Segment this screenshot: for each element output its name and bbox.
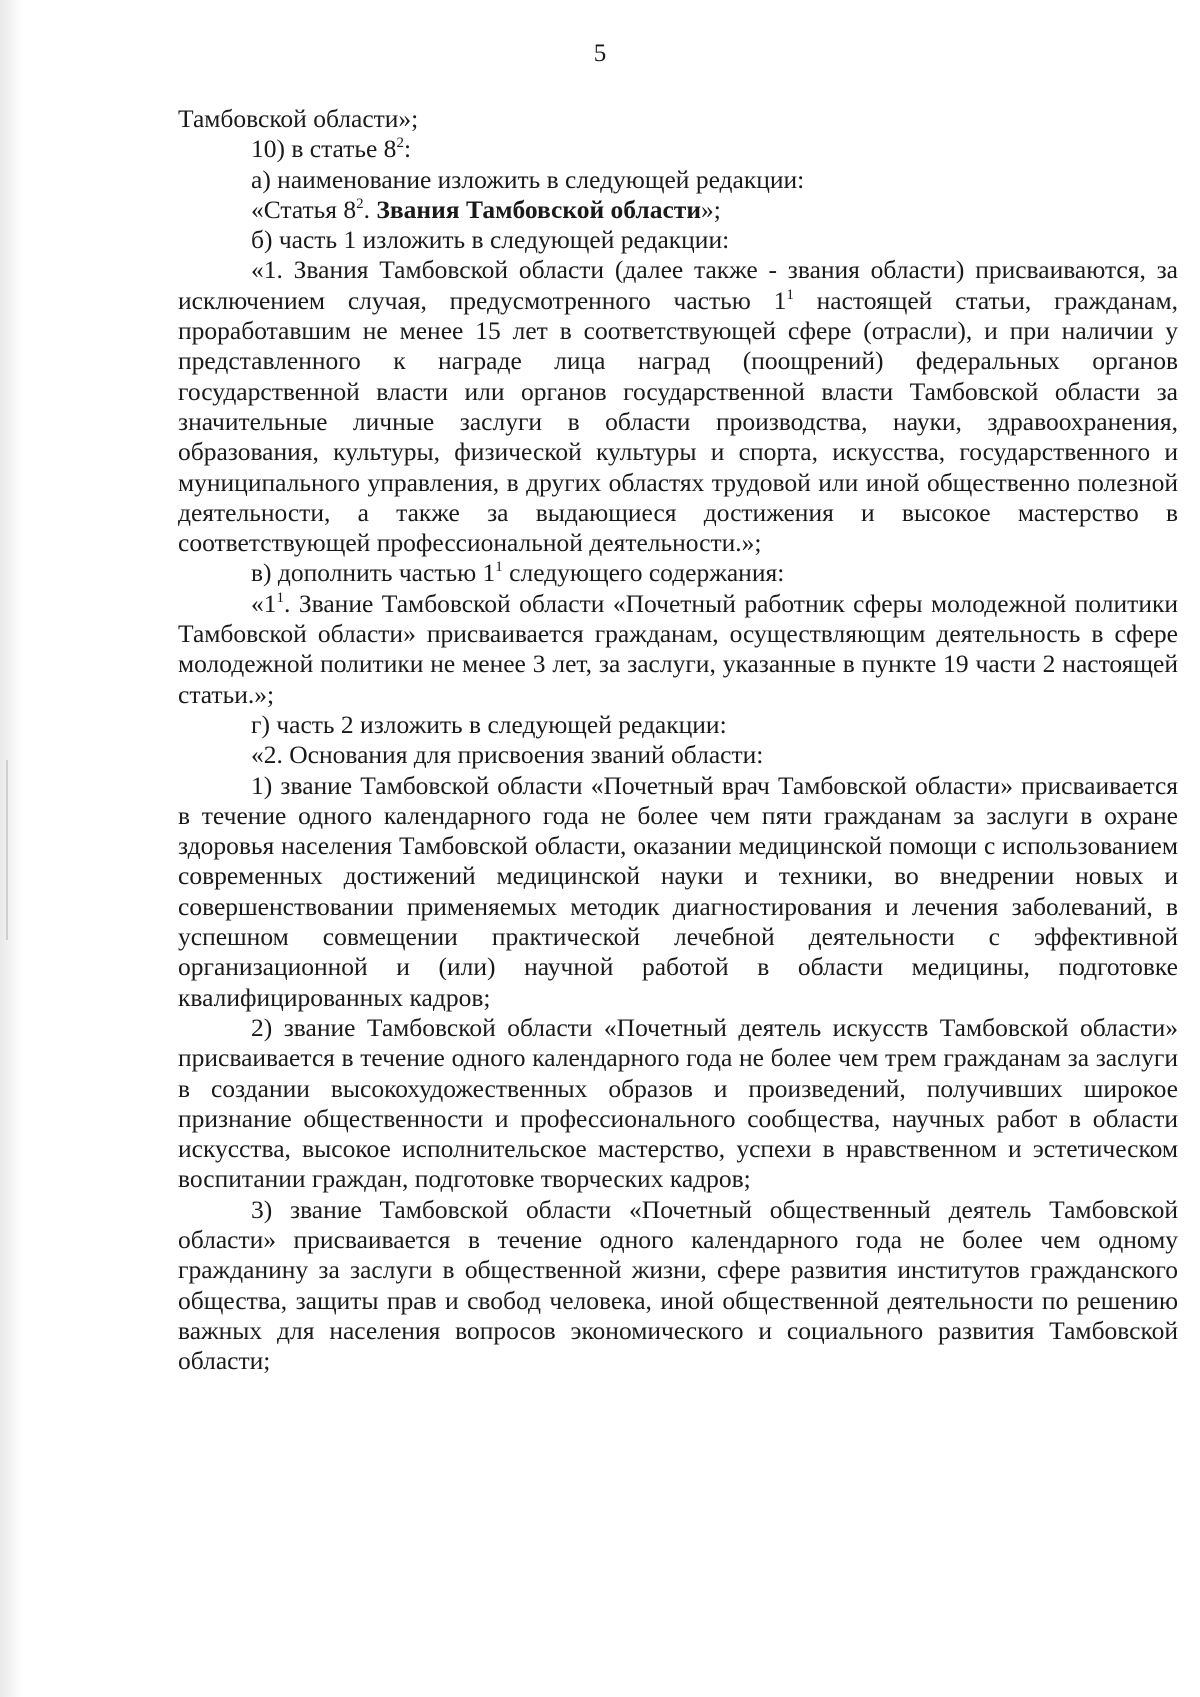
paragraph — [178, 134, 1178, 164]
superscript: 1 — [786, 286, 794, 303]
scan-edge — [0, 0, 22, 1697]
paragraph — [178, 1013, 1178, 1195]
text-run: «Статья 8 — [251, 194, 357, 224]
document-body — [178, 104, 1178, 1376]
paragraph — [178, 255, 1178, 558]
paragraph — [178, 558, 1178, 588]
scan-artifact — [6, 760, 8, 940]
paragraph — [178, 771, 1178, 1013]
text-run: «1 — [251, 588, 277, 618]
paragraph — [178, 740, 1178, 770]
paragraph — [178, 225, 1178, 255]
text-run: г) часть 2 изложить в следующей редакции: — [251, 709, 727, 739]
paragraph — [178, 104, 1178, 134]
text-run: . Звание Тамбовской области «Почетный работник сферы молодежной политики Тамбовской области» присваивается гражданам, осуществляющим деятельность в сфере молодежной политики не менее 3 лет, за заслуги, указанные в пункте 19 части 2 настоящей статьи.»; — [178, 588, 1178, 709]
text-run: а) наименование изложить в следующей редакции: — [251, 164, 805, 194]
text-run: в) дополнить частью 1 — [251, 558, 496, 588]
text-run: : — [403, 134, 412, 164]
text-run: 3) звание Тамбовской области «Почетный общественный деятель Тамбовской области» присваивается в течение одного календарного года не более чем одному гражданину за заслуги в общественной жизни, сфере развития институтов гражданского общества, защиты прав и свобод человека, иной общественной деятельности по решению важных для населения вопросов экономического и социального развития Тамбовской области; — [178, 1194, 1178, 1376]
text-run: Тамбовской области»; — [178, 104, 419, 133]
text-run: 2) звание Тамбовской области «Почетный деятель искусств Тамбовской области» присваивается в течение одного календарного года не более чем трем гражданам за заслуги в создании высокохудожественных образов и произведений, получивших широкое признание общественности и профессионального сообщества, научных работ в области искусства, высокое исполнительское мастерство, успехи в нравственном и эстетическом воспитании граждан, подготовке творческих кадров; — [178, 1012, 1178, 1194]
page-number: 5 — [593, 40, 607, 67]
superscript: 2 — [396, 135, 404, 152]
text-run: «1. Звания Тамбовской области (далее также - звания области) присваиваются, за исключением случая, предусмотренного частью 1 — [178, 255, 1178, 315]
text-run: настоящей статьи, гражданам, проработавшим не менее 15 лет в соответствующей сфере (отрасли), и при наличии у представленного к награде лица наград (поощрений) федеральных органов государственной власти или органов государственной власти Тамбовской области за значительные личные заслуги в области производства, науки, здравоохранения, образования, культуры, физической культуры и спорта, искусства, государственного и муниципального управления, в других областях трудовой или иной общественно полезной деятельности, а также за выдающиеся достижения и высокое мастерство в соответствующей профессиональной деятельности.»; — [178, 285, 1178, 558]
text-run: «2. Основания для присвоения званий области: — [251, 740, 764, 770]
superscript: 1 — [495, 559, 503, 576]
paragraph — [178, 589, 1178, 710]
text-run: 10) в статье 8 — [251, 134, 397, 164]
text-run: следующего содержания: — [502, 558, 785, 588]
bold-text: Звания Тамбовской области — [376, 194, 702, 224]
text-run: б) часть 1 изложить в следующей редакции: — [251, 225, 730, 255]
paragraph — [178, 195, 1178, 225]
text-run: . — [363, 194, 377, 224]
text-run: »; — [701, 194, 721, 224]
paragraph — [178, 710, 1178, 740]
superscript: 2 — [356, 195, 364, 212]
text-run: 1) звание Тамбовской области «Почетный врач Тамбовской области» присваивается в течение одного календарного года не более чем пяти гражданам за заслуги в охране здоровья населения Тамбовской области, оказании медицинской помощи с использованием современных достижений медицинской науки и техники, во внедрении новых и совершенствовании применяемых методик диагностирования и лечения заболеваний, в успешном совмещении практической лечебной деятельности с эффективной организационной и (или) научной работой в области медицины, подготовке квалифицированных кадров; — [178, 770, 1178, 1012]
paragraph — [178, 165, 1178, 195]
paragraph — [178, 1195, 1178, 1377]
superscript: 1 — [276, 589, 284, 606]
